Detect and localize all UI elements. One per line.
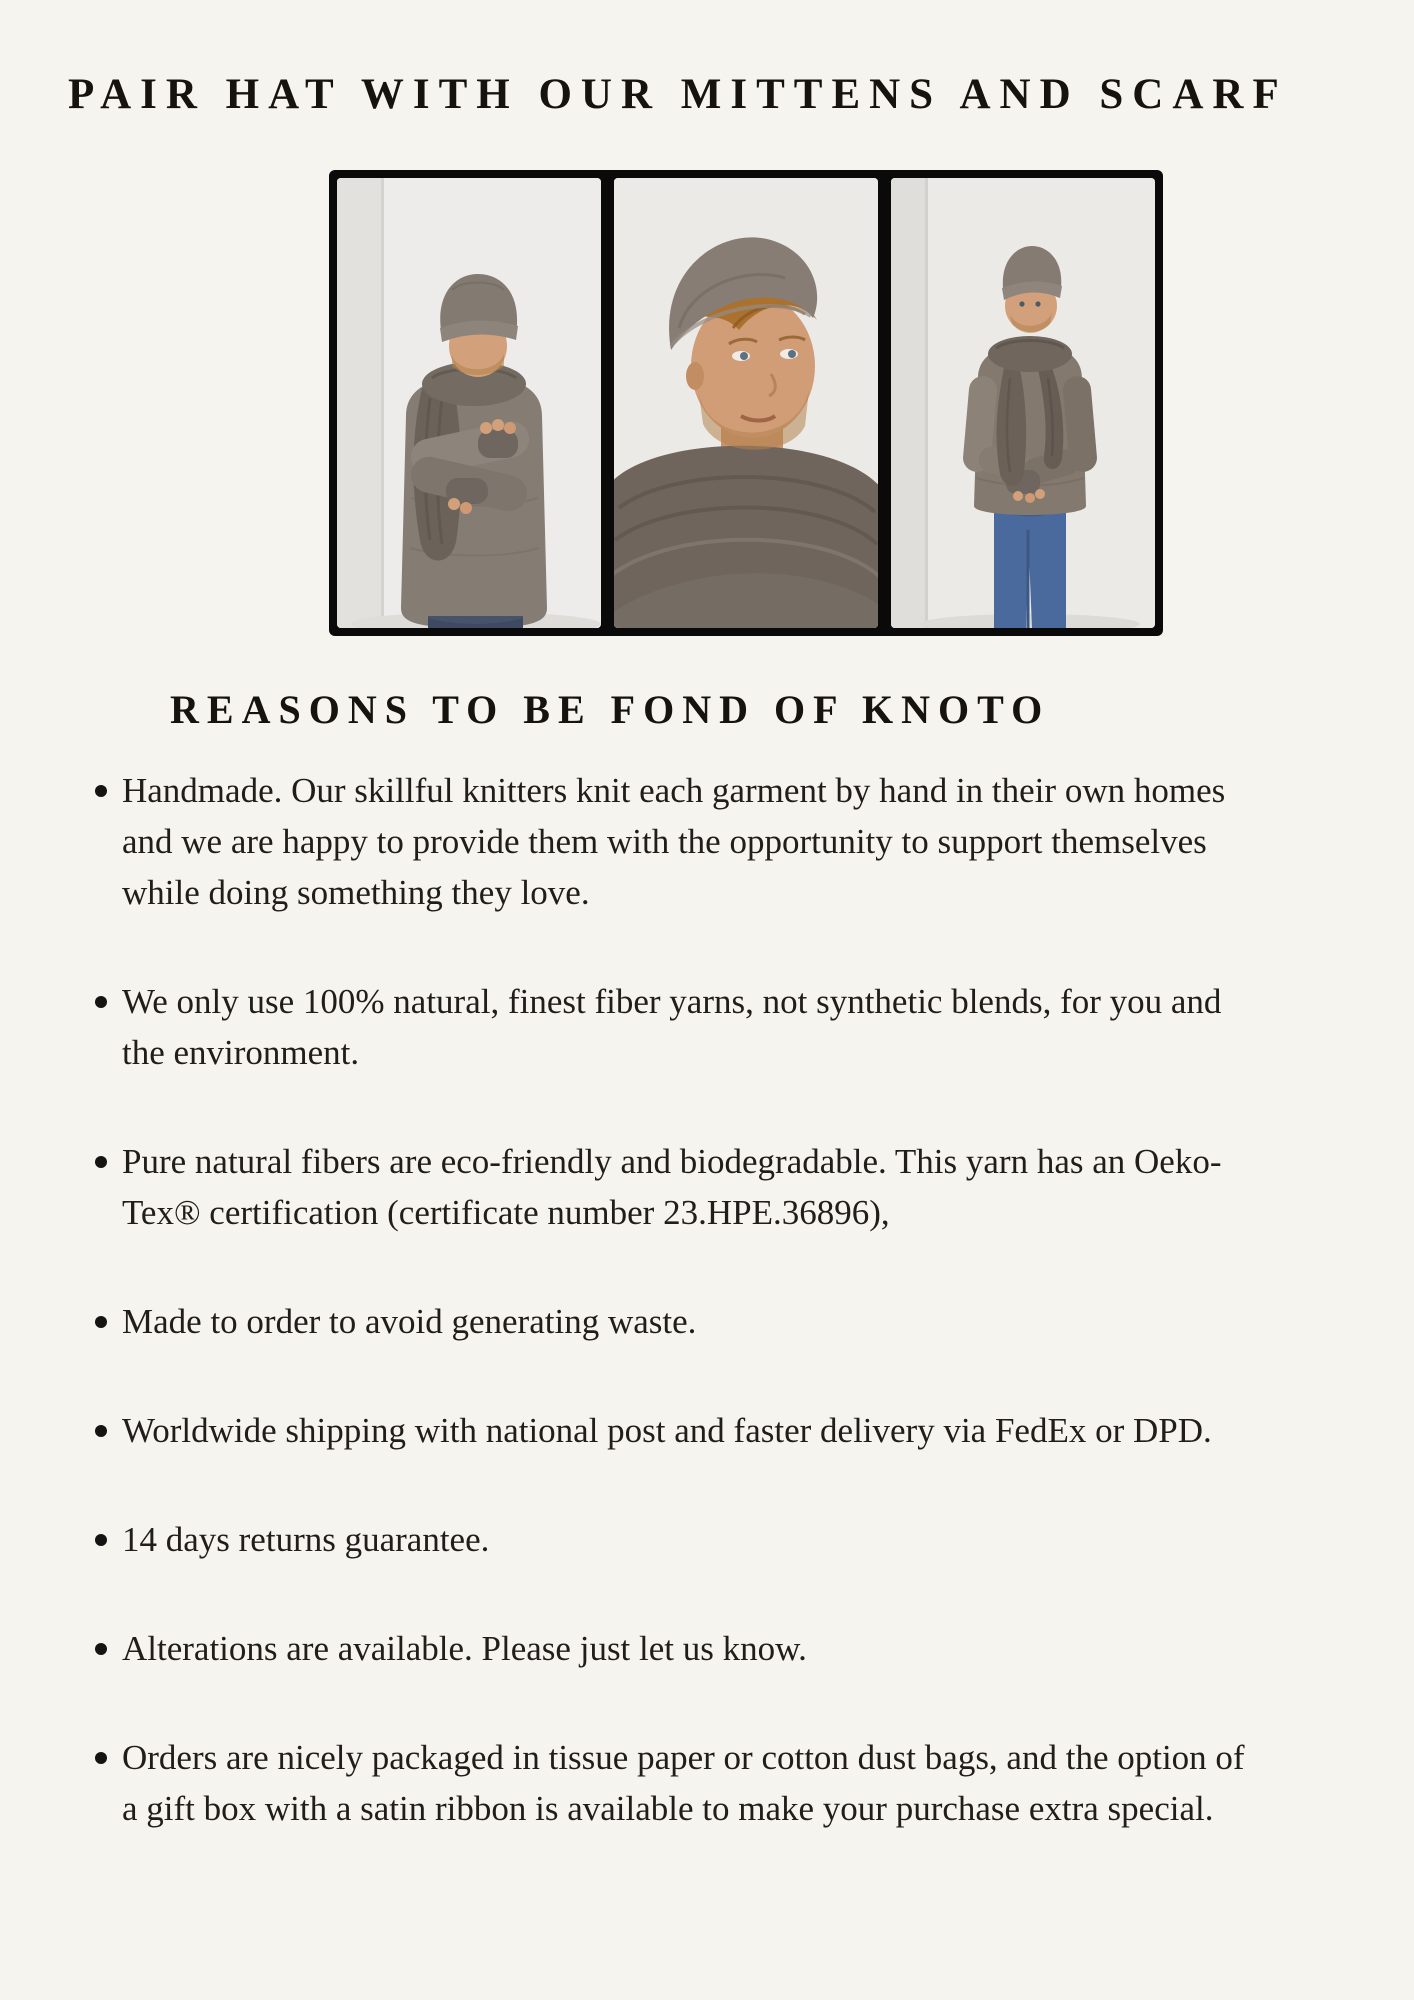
list-item — [95, 1623, 1265, 1674]
bullet-icon — [95, 1752, 107, 1764]
section-heading: REASONS TO BE FOND OF KNOTO — [170, 687, 1051, 732]
list-item — [95, 765, 1265, 918]
list-item — [95, 1296, 1265, 1347]
photo-strip — [329, 170, 1163, 636]
man-standing-hat-scarf-jeans-illustration — [891, 178, 1155, 628]
list-item — [95, 1405, 1265, 1456]
product-photo-2 — [614, 178, 878, 628]
man-hat-scarf-mittens-illustration — [337, 178, 601, 628]
bullet-text: Worldwide shipping with national post and faster delivery via FedEx or DPD. — [122, 1411, 1212, 1450]
bullet-icon — [95, 1156, 107, 1168]
bullet-text: We only use 100% natural, finest fiber yarns, not synthetic blends, for you and the environment. — [122, 982, 1222, 1072]
bullet-text: Orders are nicely packaged in tissue paper or cotton dust bags, and the option of a gift box with a satin ribbon is available to make your purchase extra special. — [122, 1738, 1245, 1828]
product-photo-3 — [891, 178, 1155, 628]
product-photo-1 — [337, 178, 601, 628]
list-item — [95, 1732, 1265, 1834]
reasons-list — [95, 765, 1265, 1834]
bullet-text: Made to order to avoid generating waste. — [122, 1302, 697, 1341]
bullet-icon — [95, 1643, 107, 1655]
bullet-text: Handmade. Our skillful knitters knit each garment by hand in their own homes and we are happy to provide them with the opportunity to support themselves while doing something they love. — [122, 771, 1226, 912]
man-portrait-hat-scarf-illustration — [614, 178, 878, 628]
bullet-icon — [95, 996, 107, 1008]
page-title: PAIR HAT WITH OUR MITTENS AND SCARF — [68, 71, 1288, 118]
bullet-text: 14 days returns guarantee. — [122, 1520, 490, 1559]
bullet-icon — [95, 1534, 107, 1546]
bullet-icon — [95, 1316, 107, 1328]
list-item — [95, 976, 1265, 1078]
list-item — [95, 1514, 1265, 1565]
list-item — [95, 1136, 1265, 1238]
bullet-icon — [95, 785, 107, 797]
bullet-text: Alterations are available. Please just let us know. — [122, 1629, 807, 1668]
bullet-icon — [95, 1425, 107, 1437]
bullet-text: Pure natural fibers are eco-friendly and biodegradable. This yarn has an Oeko-Tex® certification (certificate number 23.HPE.36896), — [122, 1142, 1222, 1232]
